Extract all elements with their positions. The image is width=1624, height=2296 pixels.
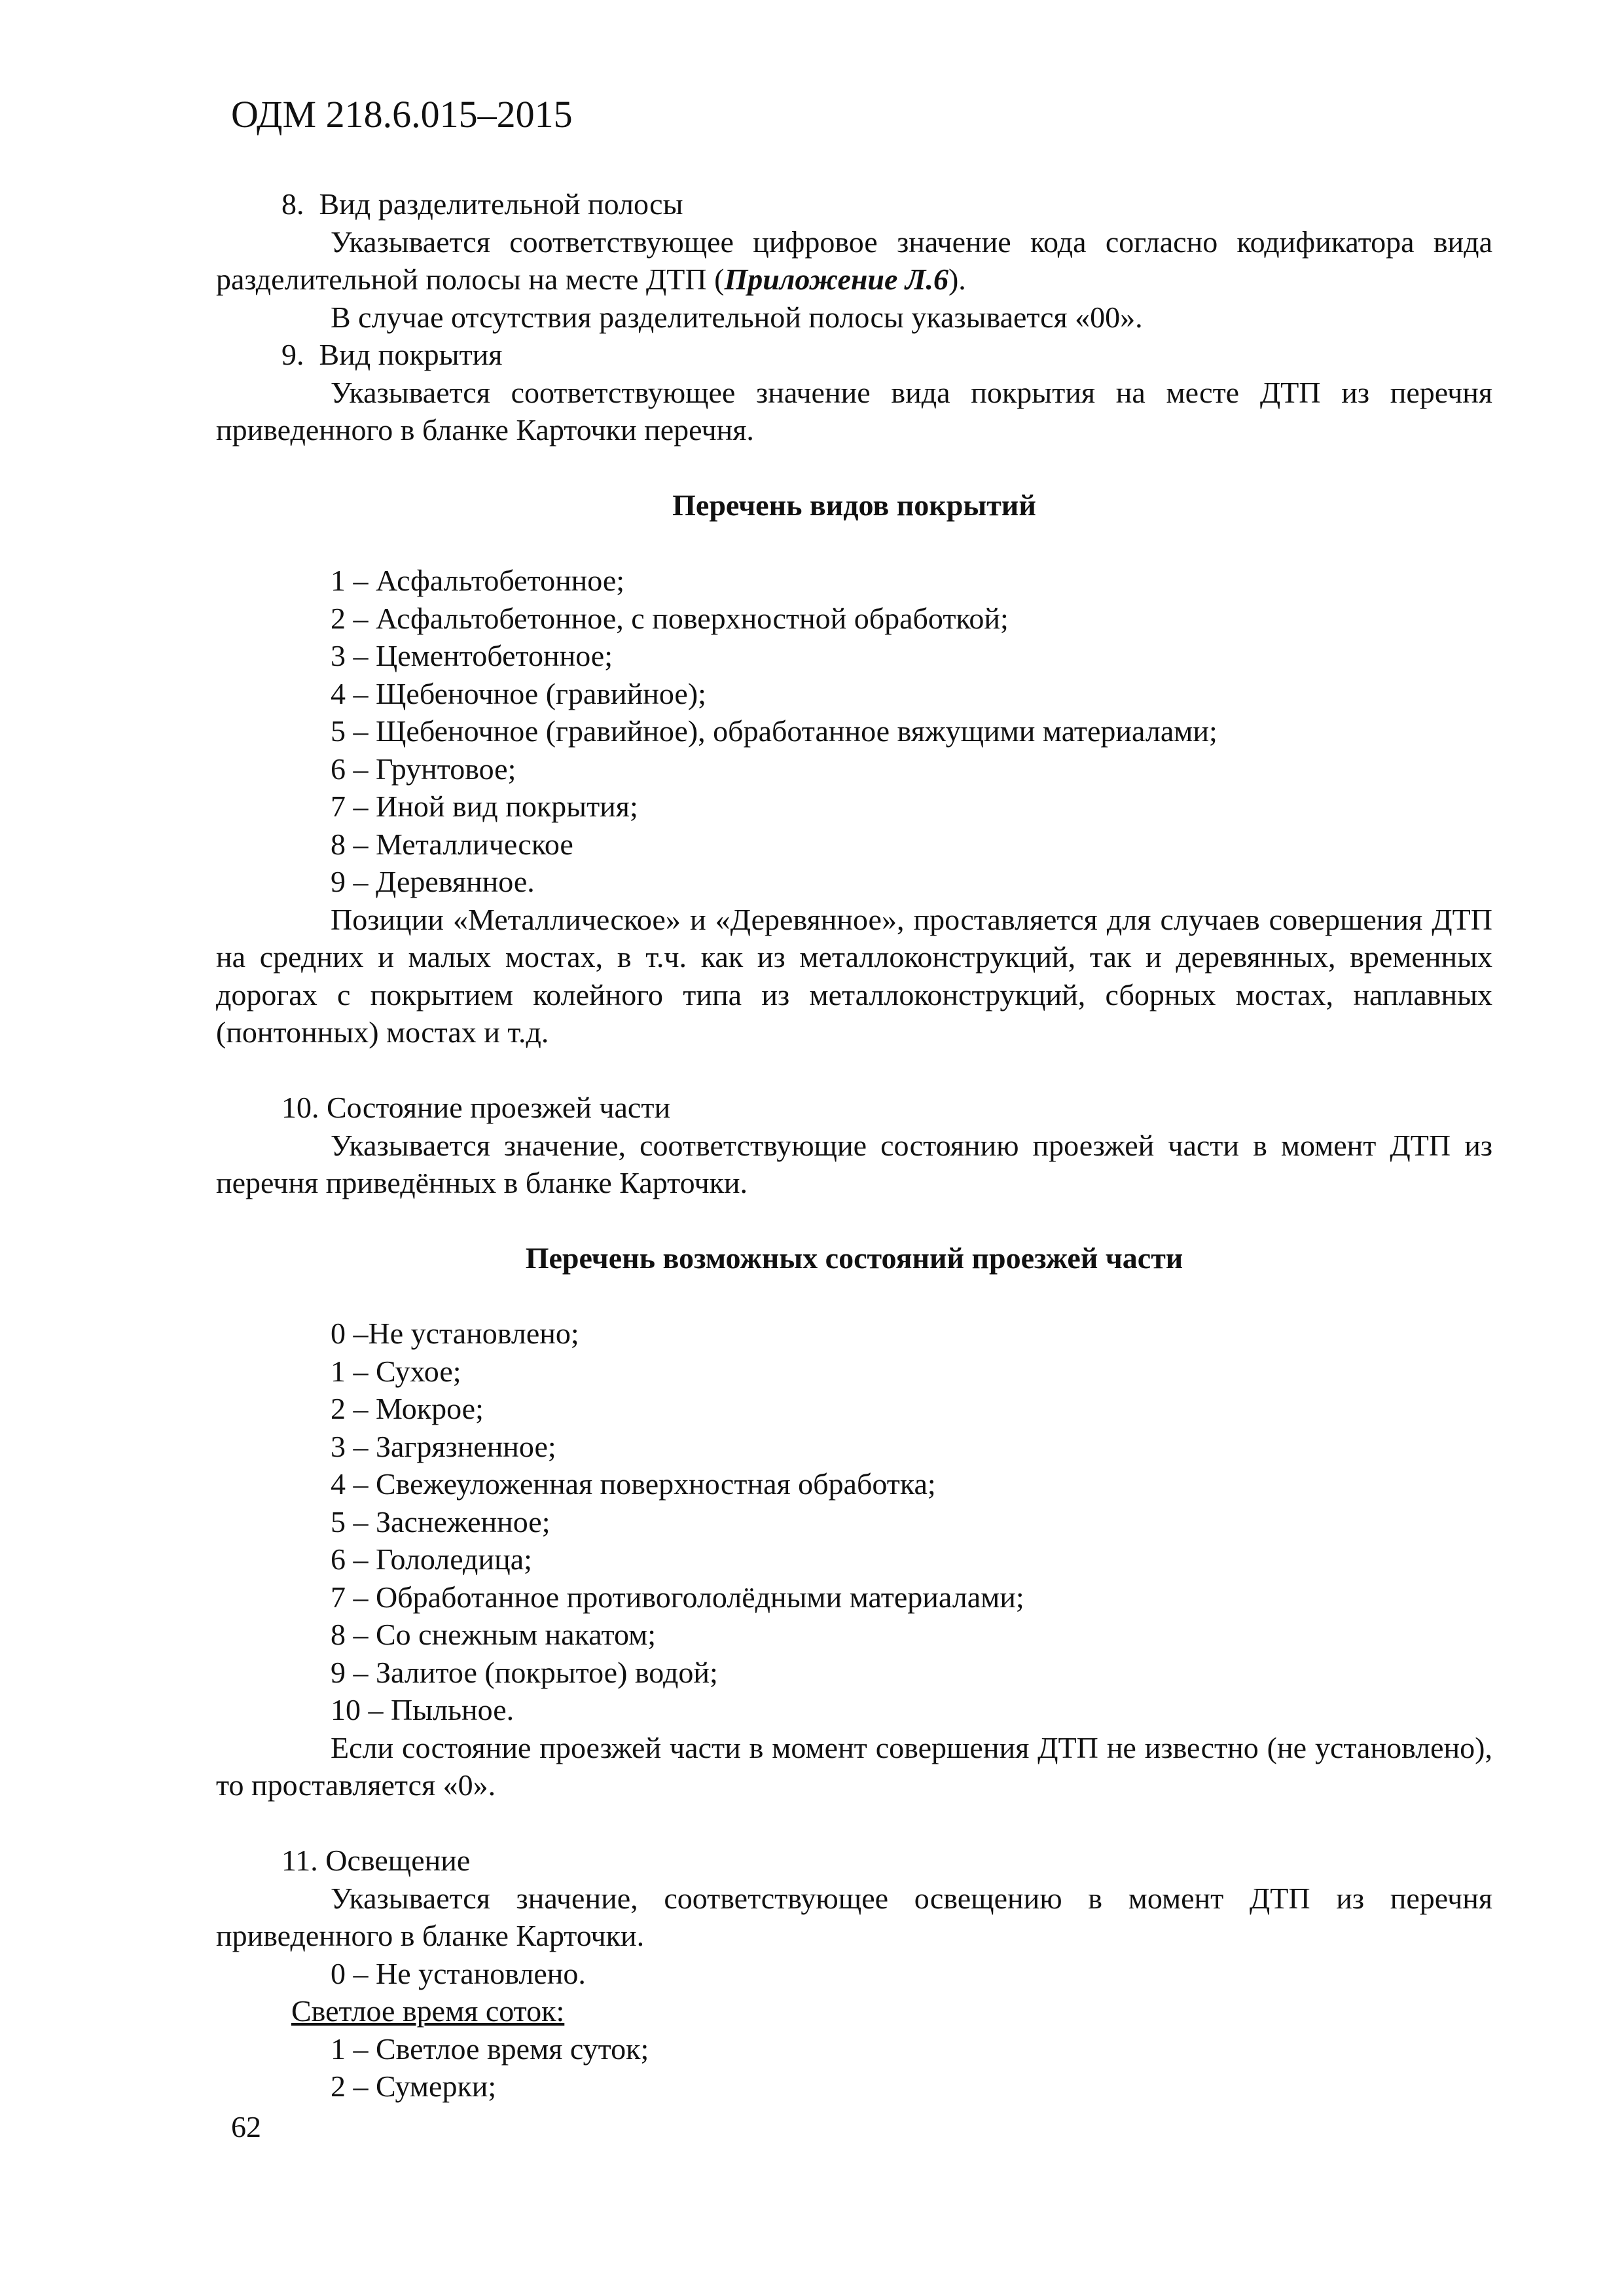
section-9-note: Позиции «Металлическое» и «Деревянное», проставляется для случаев совершения ДТП на средних и малых мостах, в т.ч. как из металлоконструкций, так и деревянных, временных дорогах с покрытием колейного типа из металлоконструкций, сборных мостах, наплавных (понтонных) мостах и т.д.	[216, 902, 1492, 1049]
page-number: 62	[231, 2110, 261, 2143]
document-code: ОДМ 218.6.015–2015	[231, 93, 573, 136]
section-8-title: Вид разделительной полосы	[319, 187, 683, 221]
spacer	[216, 1277, 1492, 1315]
section-8-number: 8.	[281, 187, 304, 221]
list-item: 1 – Светлое время суток;	[331, 2032, 649, 2066]
list-item: 7 – Иной вид покрытия;	[331, 790, 638, 823]
list-item: 9 – Деревянное.	[331, 865, 535, 898]
spacer	[216, 1804, 1492, 1842]
spacer	[216, 1051, 1492, 1089]
list-item: 8 – Металлическое	[331, 827, 573, 861]
page-content	[216, 185, 1492, 2105]
list-item: 6 – Грунтовое;	[331, 752, 516, 786]
section-8-paragraph	[216, 223, 1492, 299]
list-item: 2 – Мокрое;	[331, 1392, 484, 1425]
daytime-sublabel: Светлое время соток:	[291, 1994, 565, 2028]
section-10-paragraph: Указывается значение, соответствующие состоянию проезжей части в момент ДТП из перечня приведённых в бланке Карточки.	[216, 1128, 1492, 1199]
section-9-title: Вид покрытия	[319, 338, 503, 371]
road-state-list-heading: Перечень возможных состояний проезжей части	[525, 1241, 1183, 1275]
section-8-heading	[216, 185, 1492, 223]
section-11-heading	[216, 1842, 1492, 1880]
coverage-list-heading: Перечень видов покрытий	[672, 488, 1036, 522]
section-8-note: В случае отсутствия разделительной полосы указывается «00».	[331, 300, 1143, 334]
appendix-reference: Приложение Л.6	[724, 263, 948, 296]
list-item: 8 – Со снежным накатом;	[331, 1618, 656, 1651]
list-item: 7 – Обработанное противогололёдными материалами;	[331, 1580, 1024, 1614]
spacer	[216, 524, 1492, 562]
spacer	[216, 449, 1492, 487]
list-item: 5 – Заснеженное;	[331, 1504, 550, 1539]
list-item: 1 – Сухое;	[331, 1354, 461, 1388]
spacer	[216, 1202, 1492, 1240]
list-item: 3 – Цементобетонное;	[331, 639, 613, 672]
list-item: 4 – Щебеночное (гравийное);	[331, 676, 706, 710]
section-9-number: 9.	[281, 338, 304, 371]
list-item: 1 – Асфальтобетонное;	[331, 564, 625, 597]
list-item: 2 – Асфальтобетонное, с поверхностной обработкой;	[331, 601, 1009, 635]
section-9-heading	[216, 336, 1492, 374]
section-8-text-end: ).	[948, 263, 966, 296]
list-item: 5 – Щебеночное (гравийное), обработанное вяжущими материалами;	[331, 714, 1218, 748]
section-11-title: Освещение	[325, 1844, 471, 1877]
list-item: 0 –Не установлено;	[331, 1317, 579, 1350]
list-item: 3 – Загрязненное;	[331, 1429, 556, 1463]
list-item: 10 – Пыльное.	[331, 1693, 514, 1726]
lighting-list	[216, 2030, 1492, 2105]
section-10-note: Если состояние проезжей части в момент совершения ДТП не известно (не установлено), то проставляется «0».	[216, 1730, 1492, 1802]
section-9-paragraph: Указывается соответствующее значение вида покрытия на месте ДТП из перечня приведенного в бланке Карточки перечня.	[216, 375, 1492, 446]
list-item: 2 – Сумерки;	[331, 2069, 497, 2103]
lighting-item-0: 0 – Не установлено.	[331, 1956, 586, 1990]
road-state-list	[216, 1315, 1492, 1729]
list-item: 6 – Гололедица;	[331, 1542, 532, 1576]
list-item: 4 – Свежеуложенная поверхностная обработка;	[331, 1467, 936, 1501]
section-10-title: Состояние проезжей части	[327, 1091, 671, 1124]
section-8-text: Указывается соответствующее цифровое значение кода согласно кодификатора вида разделительной полосы на месте ДТП (	[216, 225, 1492, 296]
section-10-number: 10.	[281, 1091, 319, 1124]
list-item: 9 – Залитое (покрытое) водой;	[331, 1655, 718, 1689]
coverage-list	[216, 562, 1492, 901]
section-11-number: 11.	[281, 1844, 318, 1877]
section-10-heading	[216, 1089, 1492, 1127]
section-11-paragraph: Указывается значение, соответствующее освещению в момент ДТП из перечня приведенного в бланке Карточки.	[216, 1881, 1492, 1952]
